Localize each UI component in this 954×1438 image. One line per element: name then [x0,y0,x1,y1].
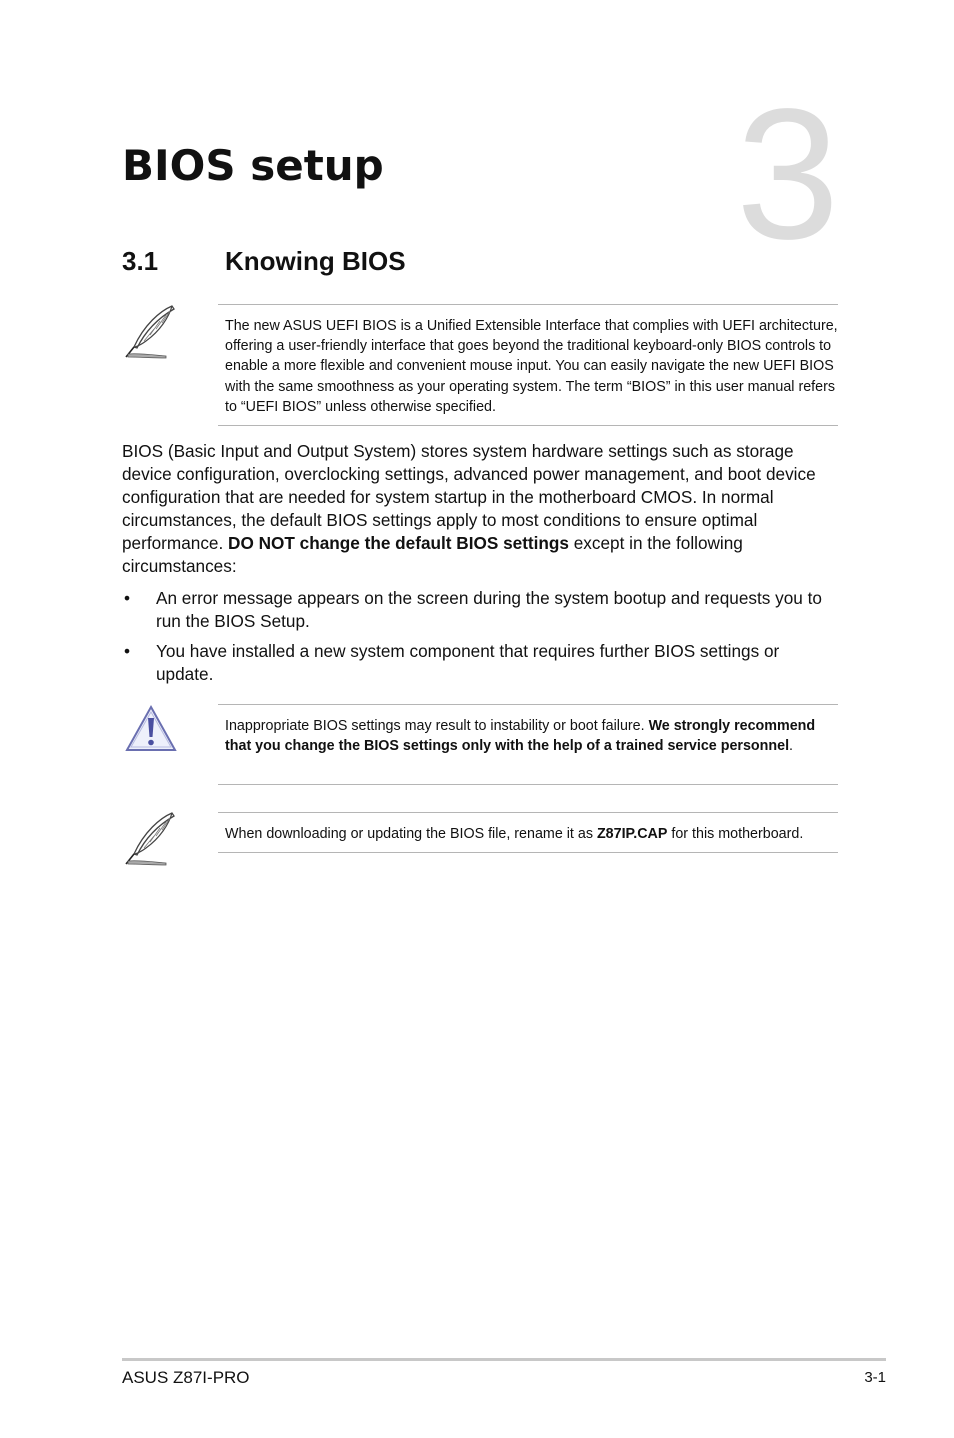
note-box [218,304,838,426]
note-box [218,812,838,853]
section-number: 3.1 [122,246,159,276]
warning-triangle-icon [124,704,178,754]
intro-text: BIOS (Basic Input and Output System) stores system hardware settings such as storage device configuration, overclocking settings, advanced power management, and boot device configuration that are needed for system startup in the motherboard CMOS. In normal circumstances, the default BIOS settings apply to most conditions to ensure optimal performance. [122,441,816,553]
bullet-list [122,587,834,686]
list-item-text: You have installed a new system component that requires further BIOS settings or update. [156,641,780,684]
bullet-icon: • [124,588,131,608]
section-title: Knowing BIOS [225,246,406,276]
note-text [218,824,838,844]
filename-bold: Z87IP.CAP [596,826,668,842]
note-text-start: When downloading or updating the BIOS file, rename it as [225,826,597,842]
list-item [122,640,834,686]
chapter-title: BIOS setup [122,141,384,190]
section-heading [122,244,406,278]
quill-pen-icon [122,810,180,868]
bullet-icon: • [124,641,131,661]
caution-text-end: . [789,738,794,755]
footer-divider [122,1358,886,1361]
caution-box [218,704,838,785]
intro-warning-bold: DO NOT change the default BIOS settings [228,533,569,553]
quill-pen-icon [122,303,180,361]
chapter-number: 3 [736,71,840,278]
page-number: 3-1 [864,1369,886,1386]
caution-text [218,716,838,756]
note-text-end: for this motherboard. [667,826,804,842]
note-text: The new ASUS UEFI BIOS is a Unified Extensible Interface that complies with UEFI architecture, offering a user-friendly interface that goes beyond the traditional keyboard-only BIOS controls to enable a more flexible and convenient mouse input. You can easily navigate the new UEFI BIOS with the same smoothness as your operating system. The term “BIOS” in this user manual refers to “UEFI BIOS” unless otherwise specified. [225,318,838,415]
caution-text-start: Inappropriate BIOS settings may result to instability or boot failure. [225,718,649,734]
list-item [122,587,834,633]
footer-product: ASUS Z87I-PRO [122,1368,250,1387]
list-item-text: An error message appears on the screen during the system bootup and requests you to run the BIOS Setup. [156,588,822,631]
caution-bold: We strongly recommend that you change the BIOS settings only with the help of a trained service personnel [225,718,816,755]
intro-paragraph [122,440,834,578]
intro-text-end: except in the following circumstances: [122,533,743,576]
